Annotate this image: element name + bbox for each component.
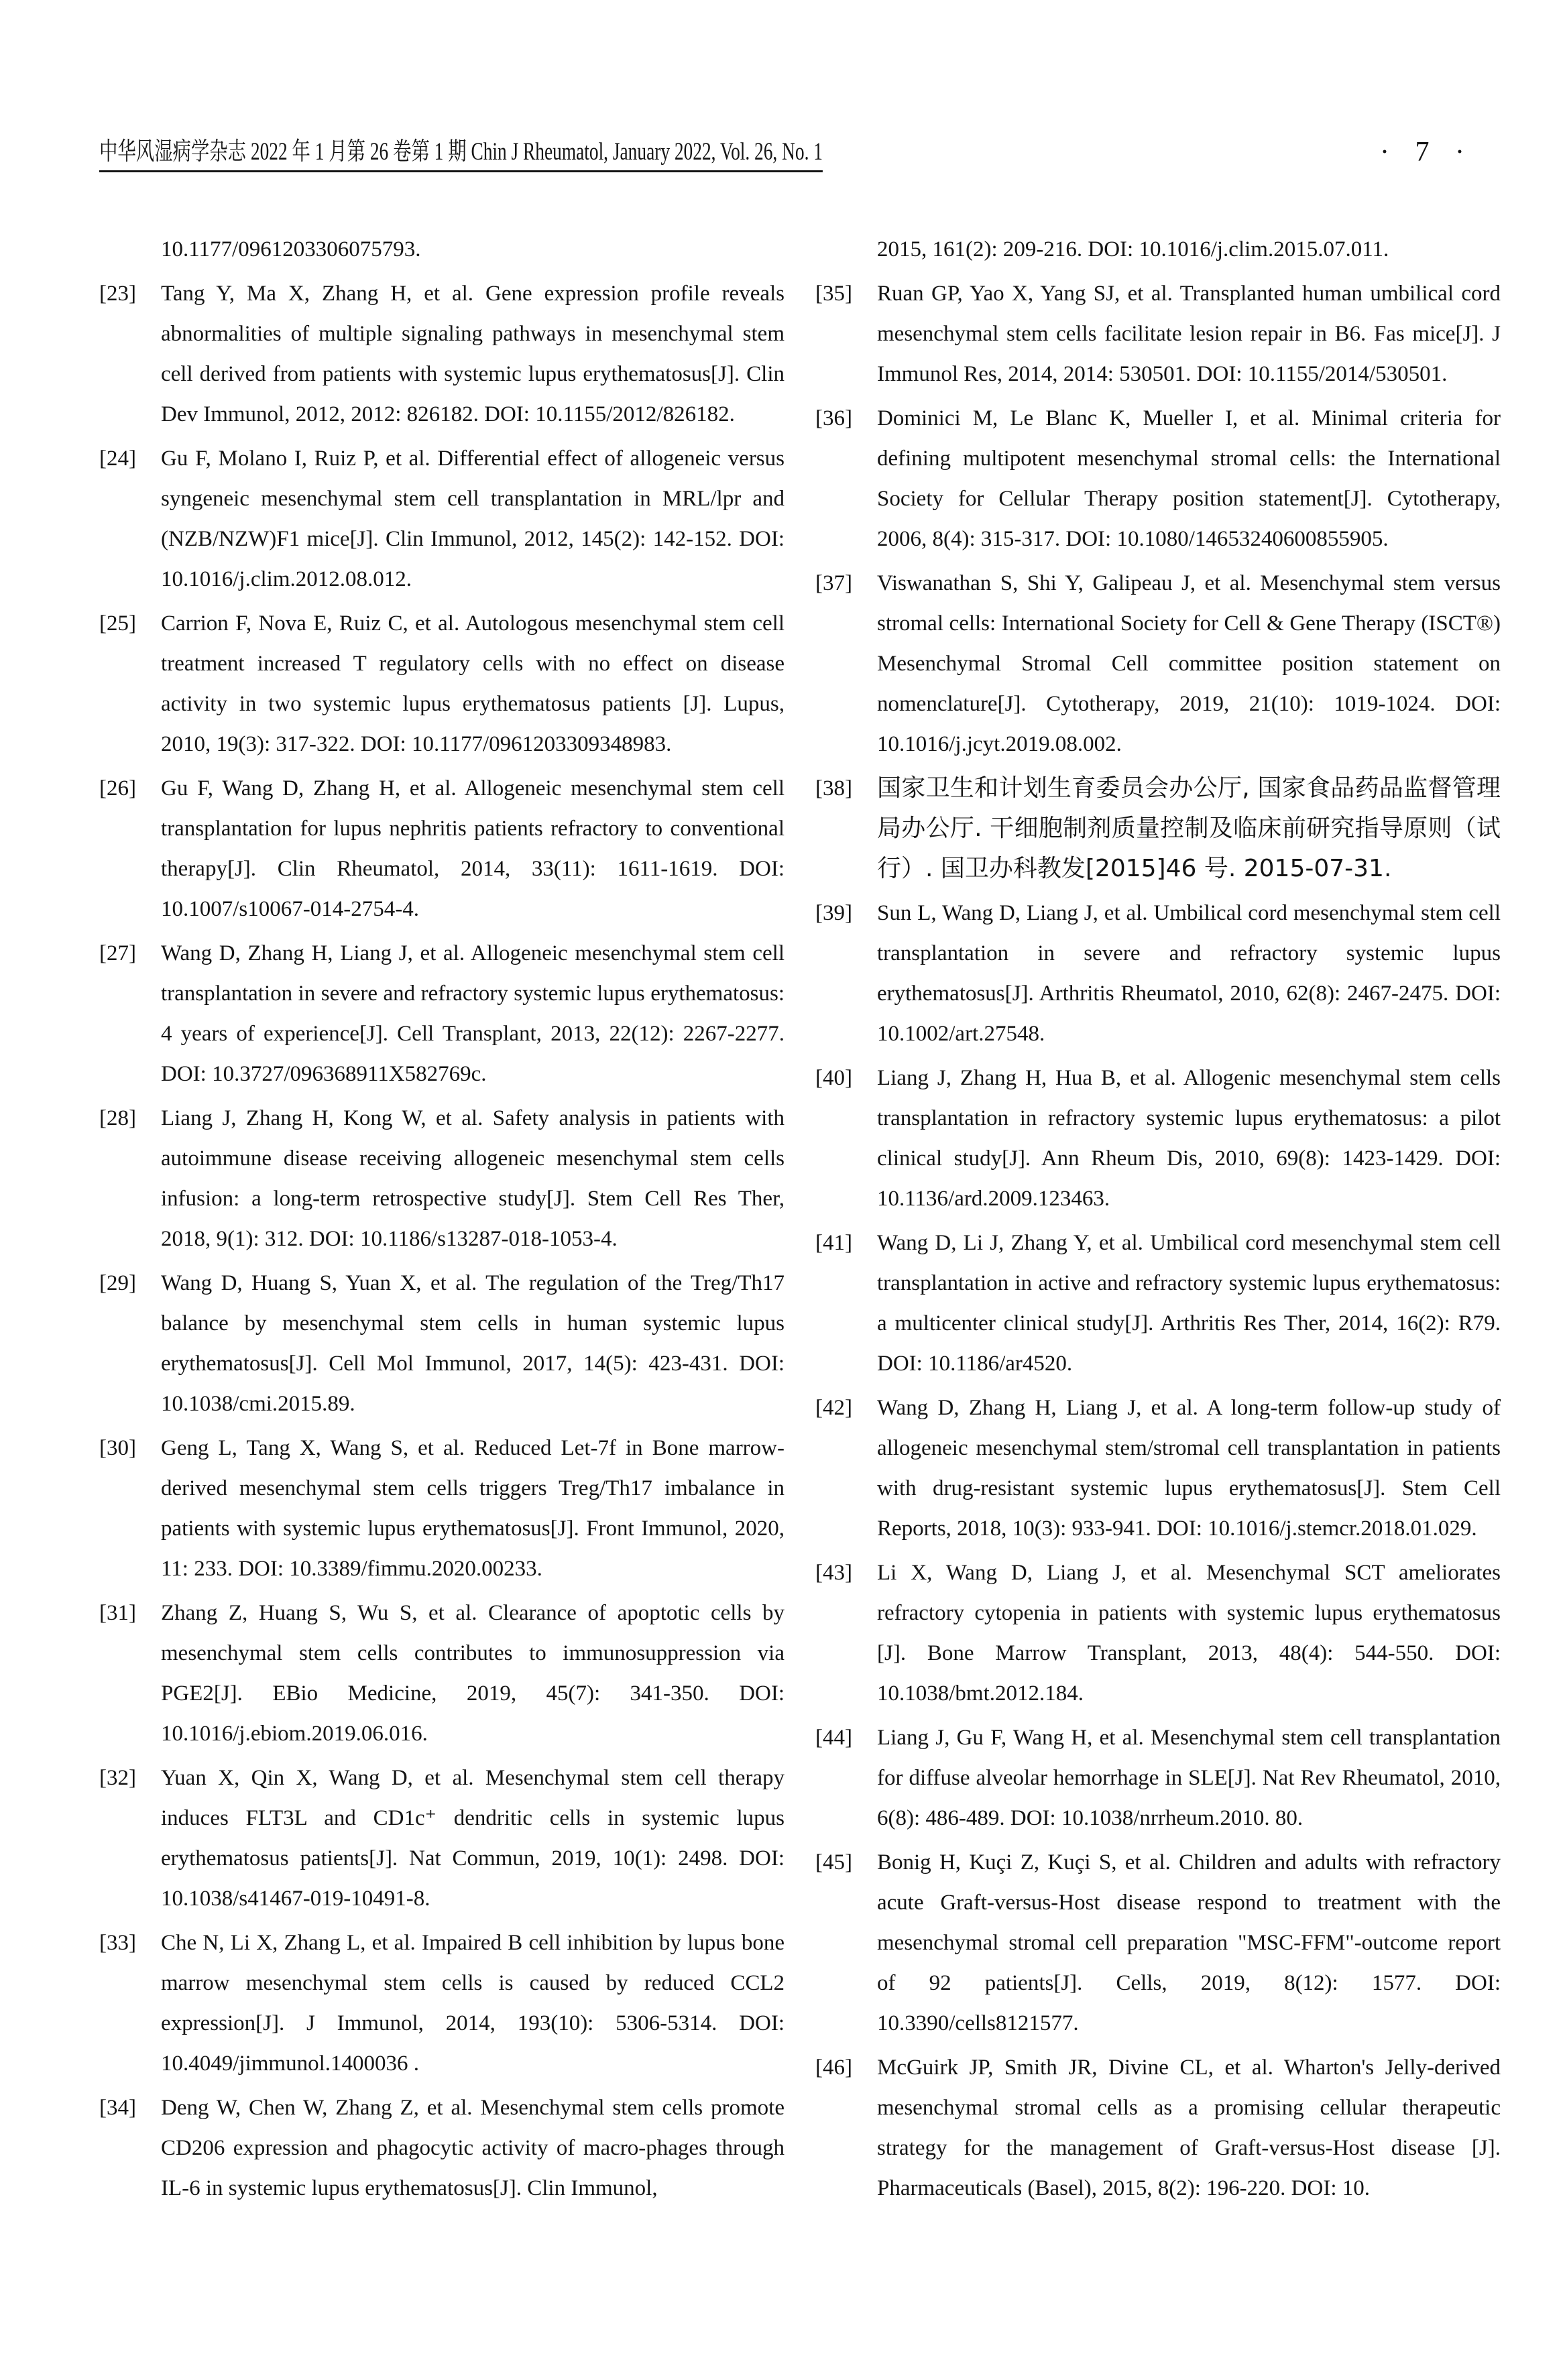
- reference-number: [25]: [99, 611, 136, 636]
- reference-text: Viswanathan S, Shi Y, Galipeau J, et al. Mesenchymal stem versus stromal cells: International Society for Cell & Gene Therapy (ISCT®) Mesenchymal Stromal Cell committee position statement on nomenclature[J]. Cytotherapy, 2019, 21(10): 1019-1024. DOI: 10.1016/j.jcyt.2019.08.002.: [877, 571, 1501, 756]
- reference-text: Dominici M, Le Blanc K, Mueller I, et al. Minimal criteria for defining multipotent mesenchymal stromal cells: the International Society for Cellular Therapy position statement[J]. Cytotherapy, 2006, 8(4): 315-317. DOI: 10.1080/14653240600855905.: [877, 406, 1501, 551]
- reference-number: [37]: [815, 571, 852, 595]
- reference-entry: [99, 1593, 785, 1758]
- reference-number: [39]: [815, 901, 852, 925]
- page-number: · 7 ·: [1380, 137, 1474, 168]
- reference-continuation: 2015, 161(2): 209-216. DOI: 10.1016/j.clim.2015.07.011.: [877, 237, 1389, 261]
- reference-text: Gu F, Molano I, Ruiz P, et al. Differential effect of allogeneic versus syngeneic mesenchymal stem cell transplantation in MRL/lpr and (NZB/NZW)F1 mice[J]. Clin Immunol, 2012, 145(2): 142-152. DOI: 10.1016/j.clim.2012.08.012.: [161, 447, 785, 591]
- reference-text: Sun L, Wang D, Liang J, et al. Umbilical cord mesenchymal stem cell transplantation in severe and refractory systemic lupus erythematosus[J]. Arthritis Rheumatol, 2010, 62(8): 2467-2475. DOI: 10.1002/art.27548.: [877, 901, 1501, 1046]
- reference-text: Geng L, Tang X, Wang S, et al. Reduced Let-7f in Bone marrow-derived mesenchymal stem cells triggers Treg/Th17 imbalance in patients with systemic lupus erythematosus[J]. Front Immunol, 2020, 11: 233. DOI: 10.3389/fimmu.2020.00233.: [161, 1436, 785, 1581]
- reference-entry: [815, 768, 1501, 893]
- reference-number: [46]: [815, 2056, 852, 2080]
- reference-text: Zhang Z, Huang S, Wu S, et al. Clearance of apoptotic cells by mesenchymal stem cells contributes to immunosuppression via PGE2[J]. EBio Medicine, 2019, 45(7): 341-350. DOI: 10.1016/j.ebiom.2019.06.016.: [161, 1601, 785, 1746]
- reference-text: Wang D, Li J, Zhang Y, et al. Umbilical cord mesenchymal stem cell transplantation in active and refractory systemic lupus erythematosus: a multicenter clinical study[J]. Arthritis Res Ther, 2014, 16(2): R79. DOI: 10.1186/ar4520.: [877, 1231, 1501, 1376]
- reference-entry: [99, 1923, 785, 2088]
- reference-continuation: 10.1177/0961203306075793.: [161, 237, 421, 261]
- reference-number: [43]: [815, 1561, 852, 1585]
- reference-number: [35]: [815, 282, 852, 306]
- reference-number: [27]: [99, 941, 136, 965]
- reference-entry: [815, 1058, 1501, 1223]
- reference-entry: [815, 1553, 1501, 1718]
- reference-number: [45]: [815, 1850, 852, 1875]
- reference-text: Li X, Wang D, Liang J, et al. Mesenchymal SCT ameliorates refractory cytopenia in patients with systemic lupus erythematosus [J]. Bone Marrow Transplant, 2013, 48(4): 544-550. DOI: 10.1038/bmt.2012.184.: [877, 1561, 1501, 1706]
- reference-entry: [815, 893, 1501, 1058]
- reference-list: [815, 274, 1501, 2212]
- running-header: [99, 134, 1474, 174]
- reference-number: [38]: [815, 776, 852, 800]
- reference-text: Che N, Li X, Zhang L, et al. Impaired B cell inhibition by lupus bone marrow mesenchymal stem cells is caused by reduced CCL2 expression[J]. J Immunol, 2014, 193(10): 5306-5314. DOI: 10.4049/jimmunol.1400036 .: [161, 1931, 785, 2076]
- reference-entry: [99, 1758, 785, 1923]
- journal-citation: 中华风湿病学杂志 2022 年 1 月第 26 卷第 1 期 Chin J Rheumatol, January 2022, Vol. 26, No. 1: [99, 134, 823, 172]
- reference-text: Deng W, Chen W, Zhang Z, et al. Mesenchymal stem cells promote CD206 expression and phagocytic activity of macro-phages through IL-6 in systemic lupus erythematosus[J]. Clin Immunol,: [161, 2096, 785, 2200]
- reference-entry: [815, 274, 1501, 398]
- reference-list: [99, 274, 785, 2212]
- reference-number: [33]: [99, 1931, 136, 1955]
- reference-number: [40]: [815, 1066, 852, 1090]
- reference-text: McGuirk JP, Smith JR, Divine CL, et al. Wharton's Jelly-derived mesenchymal stromal cells as a promising cellular therapeutic strategy for the management of Graft-versus-Host disease [J]. Pharmaceuticals (Basel), 2015, 8(2): 196-220. DOI: 10.: [877, 2056, 1501, 2200]
- reference-entry: [815, 1388, 1501, 1553]
- reference-entry: [99, 768, 785, 933]
- reference-text: Liang J, Zhang H, Hua B, et al. Allogenic mesenchymal stem cells transplantation in refractory systemic lupus erythematosus: a pilot clinical study[J]. Ann Rheum Dis, 2010, 69(8): 1423-1429. DOI: 10.1136/ard.2009.123463.: [877, 1066, 1501, 1211]
- reference-text: 国家卫生和计划生育委员会办公厅, 国家食品药品监督管理局办公厅. 干细胞制剂质量控制及临床前研究指导原则（试行）. 国卫办科教发[2015]46 号. 2015-07-31.: [877, 774, 1501, 882]
- reference-entry: [99, 2088, 785, 2212]
- reference-entry: [815, 563, 1501, 768]
- reference-entry: [815, 398, 1501, 563]
- reference-entry: [99, 933, 785, 1098]
- reference-number: [41]: [815, 1231, 852, 1255]
- left-column: [99, 229, 785, 2274]
- reference-number: [24]: [99, 447, 136, 471]
- reference-entry: [815, 2047, 1501, 2212]
- reference-number: [31]: [99, 1601, 136, 1625]
- reference-text: Bonig H, Kuçi Z, Kuçi S, et al. Children and adults with refractory acute Graft-versus-Host disease respond to treatment with the mesenchymal stromal cell preparation "MSC-FFM"-outcome report of 92 patients[J]. Cells, 2019, 8(12): 1577. DOI: 10.3390/cells8121577.: [877, 1850, 1501, 2035]
- reference-text: Liang J, Gu F, Wang H, et al. Mesenchymal stem cell transplantation for diffuse alveolar hemorrhage in SLE[J]. Nat Rev Rheumatol, 2010, 6(8): 486-489. DOI: 10.1038/nrrheum.2010. 80.: [877, 1726, 1501, 1830]
- reference-number: [32]: [99, 1766, 136, 1790]
- reference-text: Gu F, Wang D, Zhang H, et al. Allogeneic mesenchymal stem cell transplantation for lupus nephritis patients refractory to conventional therapy[J]. Clin Rheumatol, 2014, 33(11): 1611-1619. DOI: 10.1007/s10067-014-2754-4.: [161, 776, 785, 921]
- reference-entry: [815, 1223, 1501, 1388]
- reference-entry: [99, 1263, 785, 1428]
- reference-number: [42]: [815, 1396, 852, 1420]
- right-column: [815, 229, 1501, 2274]
- reference-entry: [99, 274, 785, 438]
- reference-entry: [99, 1098, 785, 1263]
- reference-text: Tang Y, Ma X, Zhang H, et al. Gene expression profile reveals abnormalities of multiple signaling pathways in mesenchymal stem cell derived from patients with systemic lupus erythematosus[J]. Clin Dev Immunol, 2012, 2012: 826182. DOI: 10.1155/2012/826182.: [161, 282, 785, 426]
- reference-number: [23]: [99, 282, 136, 306]
- reference-entry: [99, 603, 785, 768]
- reference-text: Carrion F, Nova E, Ruiz C, et al. Autologous mesenchymal stem cell treatment increased T regulatory cells with no effect on disease activity in two systemic lupus erythematosus patients [J]. Lupus, 2010, 19(3): 317-322. DOI: 10.1177/0961203309348983.: [161, 611, 785, 756]
- reference-text: Ruan GP, Yao X, Yang SJ, et al. Transplanted human umbilical cord mesenchymal stem cells facilitate lesion repair in B6. Fas mice[J]. J Immunol Res, 2014, 2014: 530501. DOI: 10.1155/2014/530501.: [877, 282, 1501, 386]
- reference-text: Wang D, Huang S, Yuan X, et al. The regulation of the Treg/Th17 balance by mesenchymal stem cells in human systemic lupus erythematosus[J]. Cell Mol Immunol, 2017, 14(5): 423-431. DOI: 10.1038/cmi.2015.89.: [161, 1271, 785, 1416]
- reference-number: [26]: [99, 776, 136, 800]
- reference-text: Yuan X, Qin X, Wang D, et al. Mesenchymal stem cell therapy induces FLT3L and CD1c⁺ dendritic cells in systemic lupus erythematosus patients[J]. Nat Commun, 2019, 10(1): 2498. DOI: 10.1038/s41467-019-10491-8.: [161, 1766, 785, 1911]
- reference-number: [30]: [99, 1436, 136, 1460]
- reference-text: Wang D, Zhang H, Liang J, et al. A long-term follow-up study of allogeneic mesenchymal stem/stromal cell transplantation in patients with drug-resistant systemic lupus erythematosus[J]. Stem Cell Reports, 2018, 10(3): 933-941. DOI: 10.1016/j.stemcr.2018.01.029.: [877, 1396, 1501, 1541]
- reference-number: [36]: [815, 406, 852, 430]
- reference-entry: [815, 1842, 1501, 2047]
- reference-entry: [99, 1428, 785, 1593]
- reference-number: [44]: [815, 1726, 852, 1750]
- reference-text: Liang J, Zhang H, Kong W, et al. Safety analysis in patients with autoimmune disease receiving allogeneic mesenchymal stem cells infusion: a long-term retrospective study[J]. Stem Cell Res Ther, 2018, 9(1): 312. DOI: 10.1186/s13287-018-1053-4.: [161, 1106, 785, 1251]
- reference-number: [28]: [99, 1106, 136, 1130]
- reference-text: Wang D, Zhang H, Liang J, et al. Allogeneic mesenchymal stem cell transplantation in severe and refractory systemic lupus erythematosus: 4 years of experience[J]. Cell Transplant, 2013, 22(12): 2267-2277. DOI: 10.3727/096368911X582769c.: [161, 941, 785, 1086]
- reference-entry: [99, 438, 785, 603]
- reference-entry: [815, 1718, 1501, 1842]
- reference-number: [29]: [99, 1271, 136, 1295]
- reference-number: [34]: [99, 2096, 136, 2120]
